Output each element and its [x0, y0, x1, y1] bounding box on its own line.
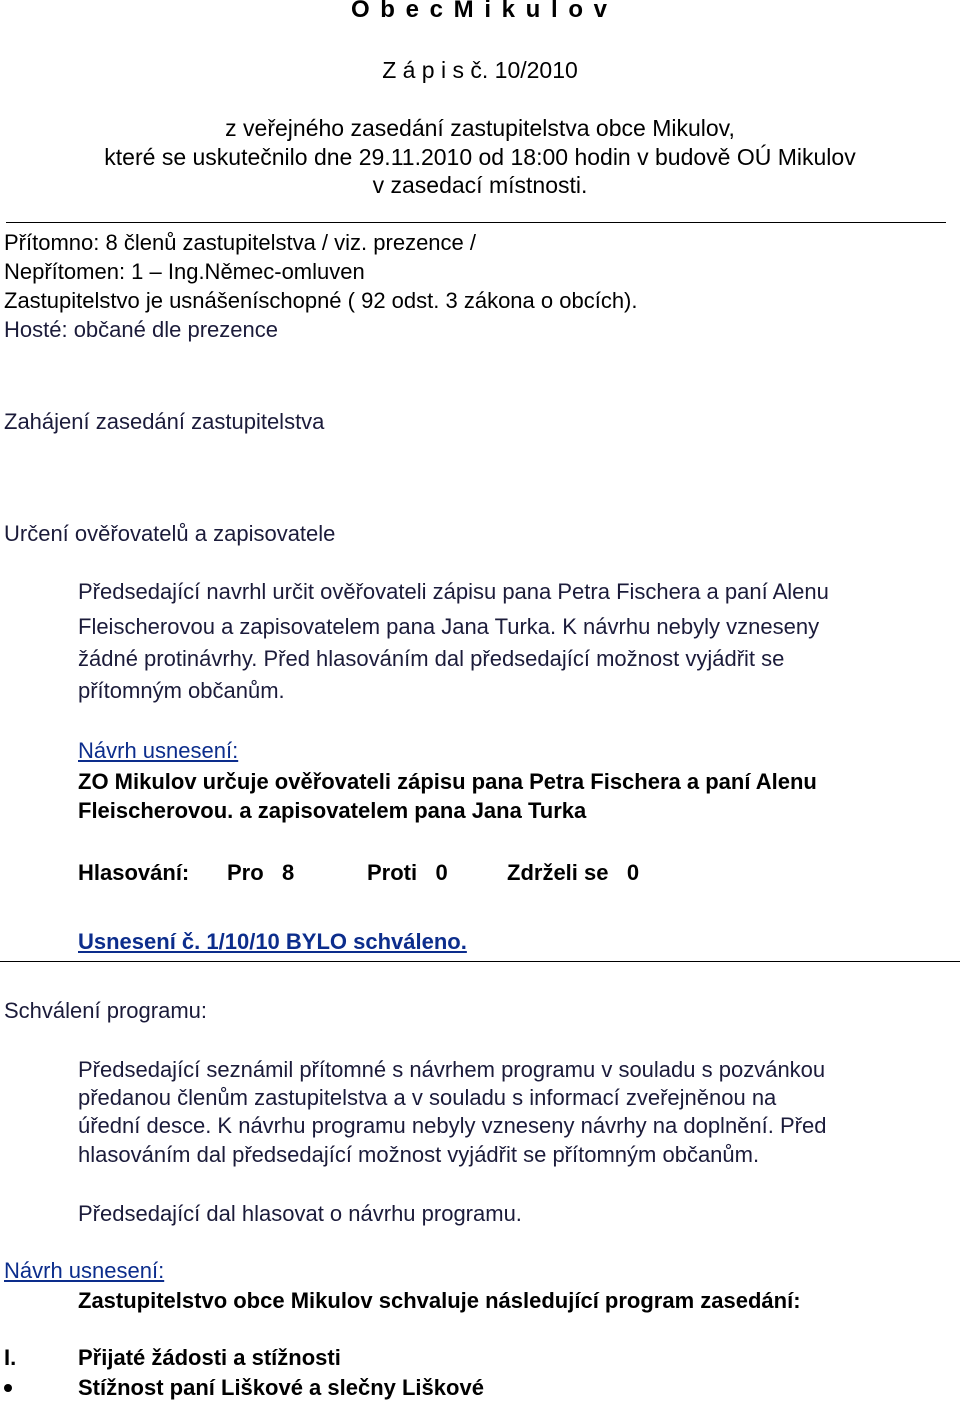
intro-line-1: z veřejného zasedání zastupitelstva obce Mikulov, — [225, 115, 735, 141]
verifiers-proposal-line-1: ZO Mikulov určuje ověřovateli zápisu pana Petra Fischera a paní Alenu — [78, 769, 817, 794]
vote-zdrzeli: Zdrželi se 0 — [507, 860, 640, 885]
bullet-icon — [4, 1384, 12, 1392]
section-heading-verifiers: Určení ověřovatelů a zapisovatele — [4, 521, 336, 546]
vote-label: Hlasování: — [78, 860, 190, 885]
program-paragraph-line-1: Předsedající seznámil přítomné s návrhem programu v souladu s pozvánkou — [78, 1057, 826, 1082]
program-proposal-text: Zastupitelstvo obce Mikulov schvaluje následující program zasedání: — [78, 1288, 801, 1313]
municipality-title: O b e c M i k u l o v — [350, 0, 610, 23]
attendance-guests: Hosté: občané dle prezence — [4, 317, 278, 342]
section-heading-program: Schválení programu: — [4, 998, 207, 1023]
record-title: Z á p i s č. 10/2010 — [382, 57, 578, 83]
program-item-2: Stížnost paní Liškové a slečny Liškové — [78, 1375, 484, 1400]
vote-proti: Proti 0 — [367, 860, 448, 885]
section-heading-opening: Zahájení zasedání zastupitelstva — [4, 409, 325, 434]
attendance-absent: Nepřítomen: 1 – Ing.Němec-omluven — [4, 259, 365, 284]
intro-line-2: které se uskutečnilo dne 29.11.2010 od 18:00 hodin v budově OÚ Mikulov — [104, 144, 856, 170]
program-item-1: Přijaté žádosti a stížnosti — [78, 1345, 341, 1370]
program-proposal-label: Návrh usnesení: — [4, 1258, 165, 1283]
program-paragraph-2: Předsedající dal hlasovat o návrhu programu. — [78, 1201, 522, 1226]
program-item-marker: I. — [4, 1345, 17, 1370]
program-paragraph-line-4: hlasováním dal předsedající možnost vyjádřit se přítomným občanům. — [78, 1142, 760, 1167]
attendance-quorum: Zastupitelstvo je usnášeníschopné ( 92 odst. 3 zákona o obcích). — [4, 288, 638, 313]
section-divider — [0, 961, 960, 962]
program-paragraph-line-2: předanou členům zastupitelstva a v souladu s informací zveřejněnou na — [78, 1085, 777, 1110]
attendance-present: Přítomno: 8 členů zastupitelstva / viz. prezence / — [4, 230, 477, 255]
verifiers-paragraph-line-2: Fleischerovou a zapisovatelem pana Jana Turka. K návrhu nebyly vzneseny — [78, 614, 820, 639]
vote-pro: Pro 8 — [227, 860, 295, 885]
verifiers-paragraph-line-4: přítomným občanům. — [78, 678, 285, 703]
program-paragraph-line-3: úřední desce. K návrhu programu nebyly vzneseny návrhy na doplnění. Před — [78, 1113, 827, 1138]
vote-result-row — [78, 859, 778, 887]
verifiers-paragraph-line-3: žádné protinávrhy. Před hlasováním dal předsedající možnost vyjádřit se — [78, 646, 785, 671]
intro-line-3: v zasedací místnosti. — [372, 172, 588, 198]
verifiers-proposal-label: Návrh usnesení: — [78, 738, 239, 763]
verifiers-paragraph-line-1: Předsedající navrhl určit ověřovateli zápisu pana Petra Fischera a paní Alenu — [78, 579, 829, 604]
resolution-status: Usnesení č. 1/10/10 BYLO schváleno. — [78, 929, 467, 954]
header-divider — [6, 222, 946, 223]
verifiers-proposal-line-2: Fleischerovou. a zapisovatelem pana Jana Turka — [78, 798, 587, 823]
